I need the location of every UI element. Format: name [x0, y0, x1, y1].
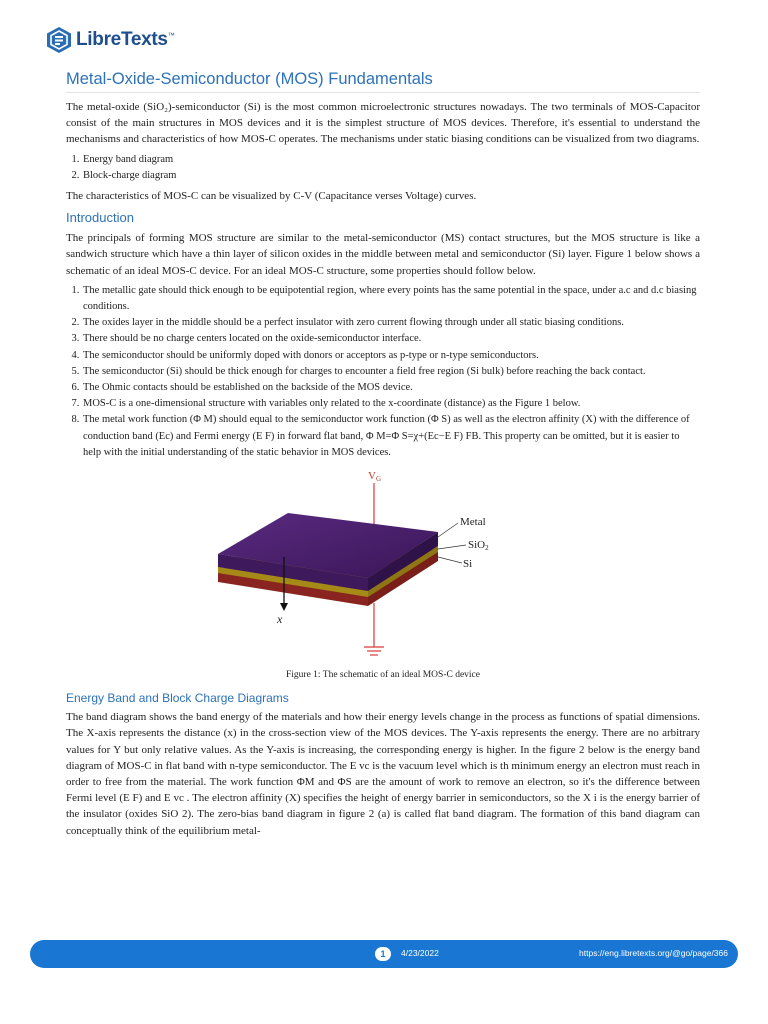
page-footer — [30, 940, 738, 968]
libretexts-hexagon-icon — [46, 26, 72, 54]
list-item: 4. The semiconductor should be uniformly doped with donors or acceptors as p-type or n-type semiconductors. — [82, 348, 700, 364]
list-item: 7. MOS-C is a one-dimensional structure with variables only related to the x-coordinate (distance) as the Figure 1 below. — [82, 396, 700, 412]
libretexts-logo[interactable] — [46, 26, 174, 54]
arrow-down-icon — [280, 603, 288, 611]
list-item: 8. The metal work function (Φ M) should equal to the semiconductor work function (Φ S) as well as the electron affinity (Χ) with the difference of conduction band (Ec) and Fermi energy (E F) in forward flat band, Φ M=Φ S=χ+(Ec−E F) FB. This property can be omitted, but it is easier to help with the initial understanding of the static behavior in MOS devices. — [82, 412, 700, 461]
introduction-paragraph: The principals of forming MOS structure are similar to the metal-semiconductor (MS) contact structures, but the MOS structure is like a sandwich structure which have a thin layer of silicon oxides in the middle between metal and semiconductor (Si) layer. Figure 1 below shows a schematic of an ideal MOS-C device. For an ideal MOS-C structure, some properties should follow below. — [66, 232, 700, 277]
mos-schematic-image — [66, 465, 700, 667]
footer-date: 4/23/2022 — [401, 948, 439, 958]
x-axis-label: x — [277, 612, 283, 627]
logo-text: LibreTexts™ — [76, 29, 175, 50]
sio2-label: SiO2 — [468, 539, 489, 553]
list-item: 3. There should be no charge centers located on the oxide-semiconductor interface. — [82, 331, 700, 347]
properties-list — [66, 283, 700, 461]
page-title: Metal-Oxide-Semiconductor (MOS) Fundamentals — [66, 70, 700, 93]
section-heading-energy-band: Energy Band and Block Charge Diagrams — [66, 691, 289, 706]
list-item: 6. The Ohmic contacts should be established on the backside of the MOS device. — [82, 380, 700, 396]
figure-mos-schematic — [66, 465, 700, 667]
list-item: 2. The oxides layer in the middle should be a perfect insulator with zero current flowing through under all static biasing conditions. — [82, 315, 700, 331]
page-number-badge: 1 — [375, 947, 391, 961]
intro-paragraph: The metal-oxide (SiO₂)-semiconductor (Si) is the most common microelectronic structures nowadays. The two terminals of MOS-Capacitor consist of the main structures in MOS devices and it is the simplest structure of MOS devices. Therefore, it's essential to understand the mechanisms and characteristics of how MOS-C operates. The mechanisms under static biasing conditions can be visualized from two diagrams. — [66, 101, 700, 146]
list-item: 5. The semiconductor (Si) should be thick enough for charges to encounter a field free region (Si bulk) before reaching the back contact. — [82, 364, 700, 380]
article-content — [66, 70, 700, 843]
diagram-list — [66, 152, 700, 184]
list-item: 1. Energy band diagram — [82, 152, 700, 168]
footer-url-link[interactable]: https://eng.libretexts.org/@go/page/366 — [579, 948, 728, 958]
list-item: 1. The metallic gate should thick enough to be equipotential region, where every points has the same potential in the space, under a.c and d.c biasing conditions. — [82, 283, 700, 315]
metal-label: Metal — [460, 516, 486, 529]
figure-caption: Figure 1: The schematic of an ideal MOS-C device — [286, 670, 480, 681]
si-label: Si — [463, 558, 473, 571]
list-item: 2. Block-charge diagram — [82, 168, 700, 184]
energy-band-paragraph: The band diagram shows the band energy of the materials and how their energy levels change in the process as functions of spatial dimensions. The X-axis represents the distance (x) in the cross-section view of the MOS devices. The Y-axis represents the energy. There are no arbitrary values for Y but only relative values. As the Y-axis is increasing, the corresponding energy is higher. In the figure 2 below is the energy band diagram of MOS-C in flat band with n-type semiconductor. The E vc is the vacuum level which is th minimum energy an electron must reach in order to free from the material. The work function ΦM and ΦS are the amount of work to remove an electron, so it's the difference between Fermi level (E F) and E vc . The electron affinity (Χ) specifies the height of energy barrier in semiconductors, so the Χ i is the energy barrier of the insulator (oxides SiO 2). The zero-bias band diagram in figure 2 (a) is called flat band diagram. The formation of this band diagram can conceptually think of the equilibrium metal- — [66, 711, 700, 837]
vg-label: VG — [368, 470, 382, 484]
cv-sentence: The characteristics of MOS-C can be visualized by C-V (Capacitance verses Voltage) curves. — [66, 190, 477, 203]
section-heading-introduction: Introduction — [66, 210, 134, 226]
